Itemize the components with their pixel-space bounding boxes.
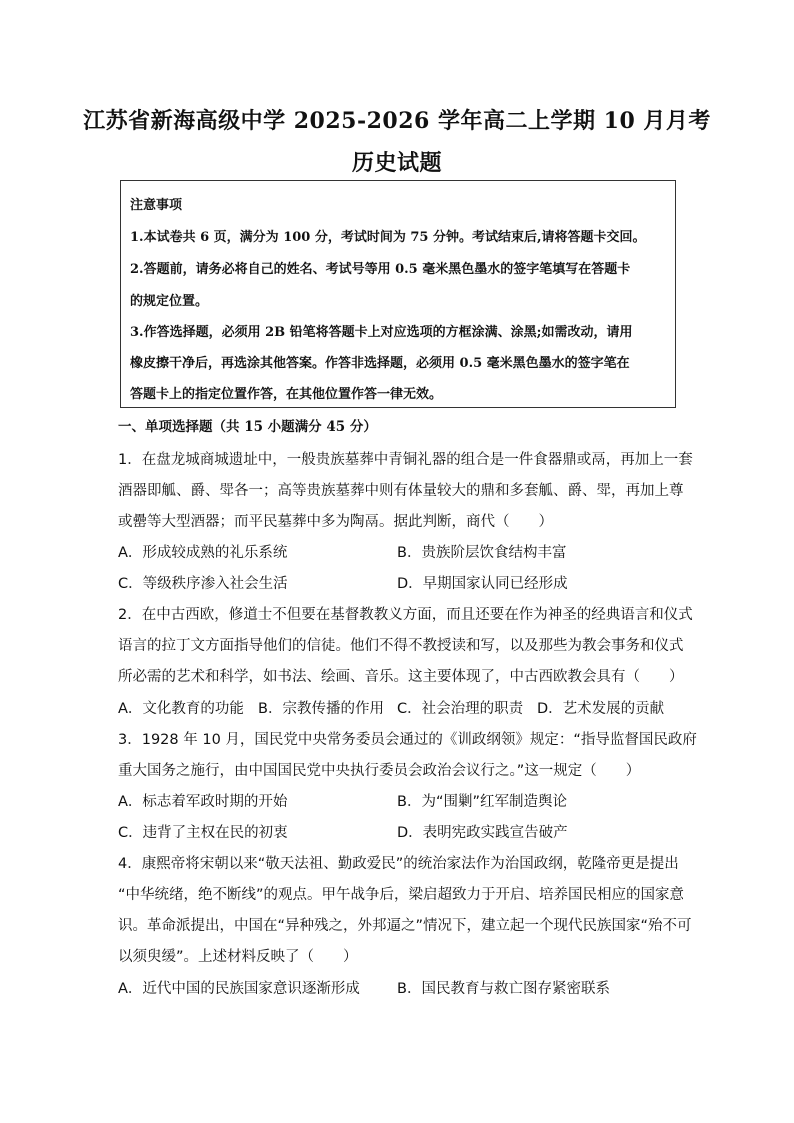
exam-subject-title: 历史试题 <box>351 150 442 176</box>
notice-line: 的规定位置。 <box>130 294 209 309</box>
notice-line: 2.答题前，请务必将自己的姓名、考试号等用 0.5 毫米黑色墨水的签字笔填写在答题卡 <box>130 262 631 277</box>
question-4-option-a[interactable]: A．近代中国的民族国家意识逐渐形成 <box>118 981 360 997</box>
question-3-option-d[interactable]: D．表明宪政实践宣告破产 <box>397 825 568 841</box>
question-2-option-c[interactable]: C．社会治理的职责 <box>397 701 524 717</box>
question-2-text: 所必需的艺术和科学，如书法、绘画、音乐。这主要体现了，中古西欧教会具有（ ） <box>118 669 684 685</box>
notice-line: 橡皮擦干净后，再选涂其他答案。作答非选择题，必须用 0.5 毫米黑色墨水的签字笔在 <box>130 356 630 371</box>
question-2-option-d[interactable]: D．艺术发展的贡献 <box>537 701 665 717</box>
question-1-text: 1．在盘龙城商城遗址中，一般贵族墓葬中青铜礼器的组合是一件食器鼎或鬲，再加上一套 <box>118 452 693 468</box>
section-heading: 一、单项选择题（共 15 小题满分 45 分） <box>118 419 377 435</box>
question-3-option-b[interactable]: B．为“围剿”红军制造舆论 <box>397 794 567 810</box>
notice-heading: 注意事项 <box>130 198 183 213</box>
question-1-option-b[interactable]: B．贵族阶层饮食结构丰富 <box>397 545 567 561</box>
notice-line: 1.本试卷共 6 页，满分为 100 分，考试时间为 75 分钟。考试结束后,请将答题卡交回。 <box>130 230 646 245</box>
question-3-option-c[interactable]: C．违背了主权在民的初衷 <box>118 825 288 841</box>
question-2-option-a[interactable]: A．文化教育的功能 <box>118 701 244 717</box>
question-1-text: 酒器即觚、爵、斝各一；高等贵族墓葬中则有体量较大的鼎和多套觚、爵、斝，再加上尊 <box>118 483 684 499</box>
question-3-text: 3．1928 年 10 月，国民党中央常务委员会通过的《训政纲领》规定：“指导监督国民政府 <box>118 732 697 748</box>
question-1-text: 或罍等大型酒器；而平民墓葬中多为陶鬲。据此判断，商代（ ） <box>118 514 553 530</box>
question-1-option-c[interactable]: C．等级秩序渗入社会生活 <box>118 576 288 592</box>
notice-box <box>120 180 676 408</box>
question-4-text: 4．康熙帝将宋朝以来“敬天法祖、勤政爱民”的统治家法作为治国政纲，乾隆帝更是提出 <box>118 856 679 872</box>
notice-line: 答题卡上的指定位置作答，在其他位置作答一律无效。 <box>130 387 443 402</box>
question-1-option-a[interactable]: A．形成较成熟的礼乐系统 <box>118 545 288 561</box>
question-4-text: 以须臾缓”。上述材料反映了（ ） <box>118 949 358 965</box>
question-3-option-a[interactable]: A．标志着军政时期的开始 <box>118 794 288 810</box>
question-2-text: 语言的拉丁文方面指导他们的信徒。他们不得不教授读和写，以及那些为教会事务和仪式 <box>118 638 684 654</box>
question-1-option-d[interactable]: D．早期国家认同已经形成 <box>397 576 568 592</box>
question-2-option-b[interactable]: B．宗教传播的作用 <box>258 701 384 717</box>
notice-line: 3.作答选择题，必须用 2B 铅笔将答题卡上对应选项的方框涂满、涂黑;如需改动，请用 <box>130 325 633 340</box>
question-3-text: 重大国务之施行，由中国国民党中央执行委员会政治会议行之。”这一规定（ ） <box>118 763 641 779</box>
question-4-text: 识。革命派提出，中国在“异种残之，外邦逼之”情况下，建立起一个现代民族国家“殆不可 <box>118 918 692 934</box>
question-4-text: “中华统绪，绝不断线”的观点。甲午战争后，梁启超致力于开启、培养国民相应的国家意 <box>118 887 685 903</box>
question-4-option-b[interactable]: B．国民教育与救亡图存紧密联系 <box>397 981 610 997</box>
question-2-text: 2．在中古西欧，修道士不但要在基督教教义方面，而且还要在作为神圣的经典语言和仪式 <box>118 607 693 623</box>
exam-title: 江苏省新海高级中学 2025-2026 学年高二上学期 10 月月考 <box>83 108 711 134</box>
